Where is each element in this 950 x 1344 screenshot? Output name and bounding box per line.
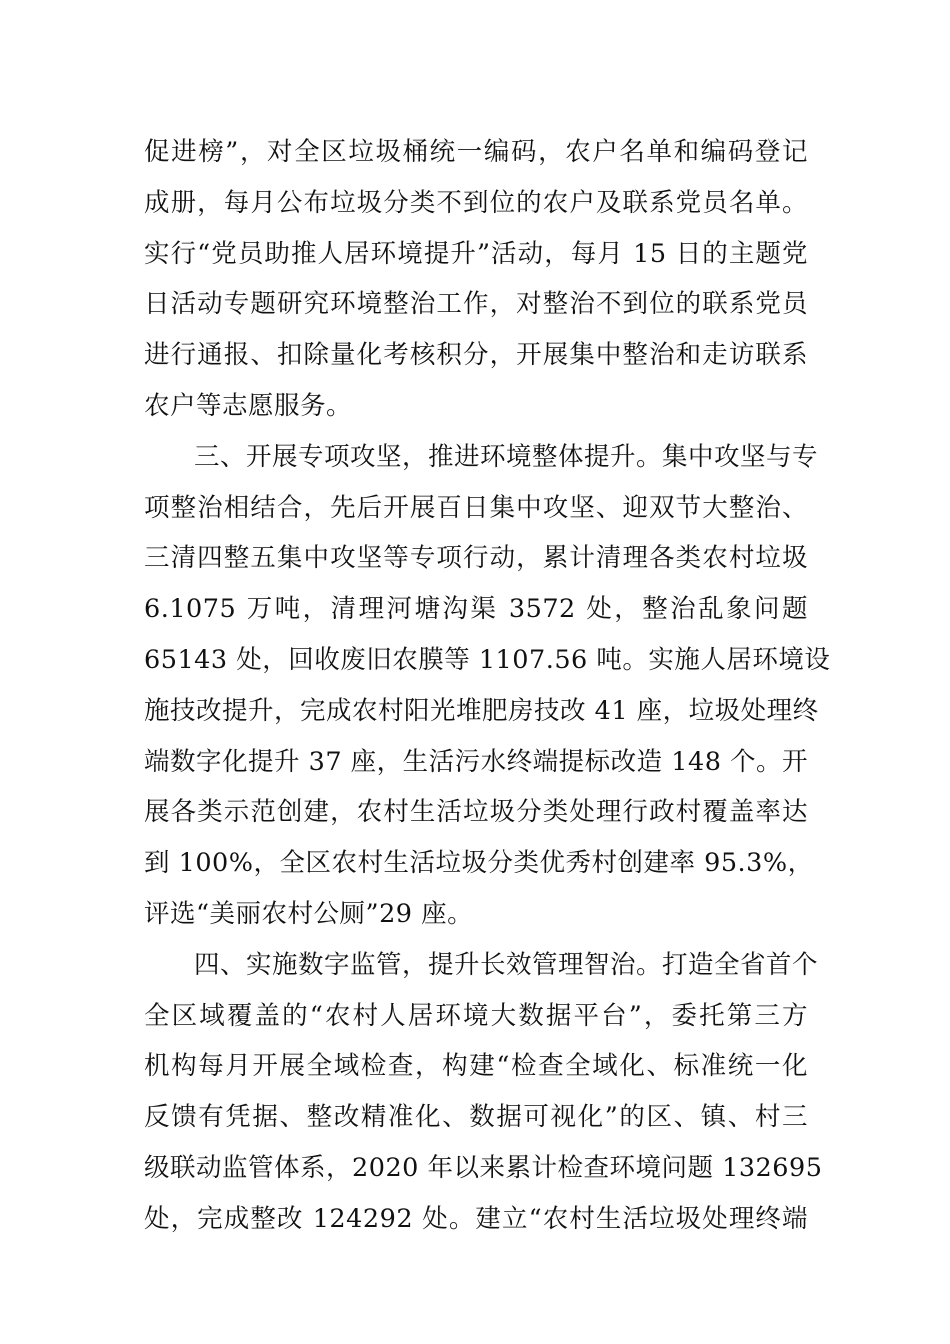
paragraph-line: 65143 处，回收废旧农膜等 1107.56 吨。实施人居环境设 bbox=[144, 644, 831, 675]
paragraph-line: 展各类示范创建，农村生活垃圾分类处理行政村覆盖率达 bbox=[144, 797, 808, 828]
section-heading-line: 四、实施数字监管，提升长效管理智治。打造全省首个 bbox=[194, 949, 819, 980]
paragraph-line: 反馈有凭据、整改精准化、数据可视化”的区、镇、村三 bbox=[144, 1102, 808, 1133]
document-body bbox=[144, 127, 831, 1245]
paragraph-line: 端数字化提升 37 座，生活污水终端提标改造 148 个。开 bbox=[144, 746, 809, 777]
paragraph-line: 三清四整五集中攻坚等专项行动，累计清理各类农村垃圾 bbox=[144, 543, 808, 574]
section-heading-line: 三、开展专项攻坚，推进环境整体提升。集中攻坚与专 bbox=[194, 441, 819, 472]
paragraph-line: 项整治相结合，先后开展百日集中攻坚、迎双节大整治、 bbox=[144, 492, 808, 523]
paragraph-line: 实行“党员助推人居环境提升”活动，每月 15 日的主题党 bbox=[144, 238, 808, 269]
paragraph-line: 农户等志愿服务。 bbox=[144, 390, 353, 421]
paragraph-line: 机构每月开展全域检查，构建“检查全域化、标准统一化 bbox=[144, 1051, 808, 1082]
paragraph-line: 6.1075 万吨，清理河塘沟渠 3572 处，整治乱象问题 bbox=[144, 594, 808, 625]
paragraph-line: 级联动监管体系，2020 年以来累计检查环境问题 132695 bbox=[144, 1152, 823, 1183]
paragraph-line: 成册，每月公布垃圾分类不到位的农户及联系党员名单。 bbox=[144, 187, 808, 218]
paragraph-line: 促进榜”，对全区垃圾桶统一编码，农户名单和编码登记 bbox=[144, 137, 808, 167]
paragraph-line: 处，完成整改 124292 处。建立“农村生活垃圾处理终端 bbox=[144, 1203, 808, 1234]
paragraph-line: 施技改提升，完成农村阳光堆肥房技改 41 座，垃圾处理终 bbox=[144, 695, 819, 726]
paragraph-line: 全区域覆盖的“农村人居环境大数据平台”，委托第三方 bbox=[144, 1000, 808, 1031]
paragraph-line: 评选“美丽农村公厕”29 座。 bbox=[144, 898, 474, 929]
paragraph-line: 到 100%，全区农村生活垃圾分类优秀村创建率 95.3%， bbox=[144, 848, 814, 879]
paragraph-line: 进行通报、扣除量化考核积分，开展集中整治和走访联系 bbox=[144, 340, 808, 371]
paragraph-line: 日活动专题研究环境整治工作，对整治不到位的联系党员 bbox=[144, 289, 808, 320]
